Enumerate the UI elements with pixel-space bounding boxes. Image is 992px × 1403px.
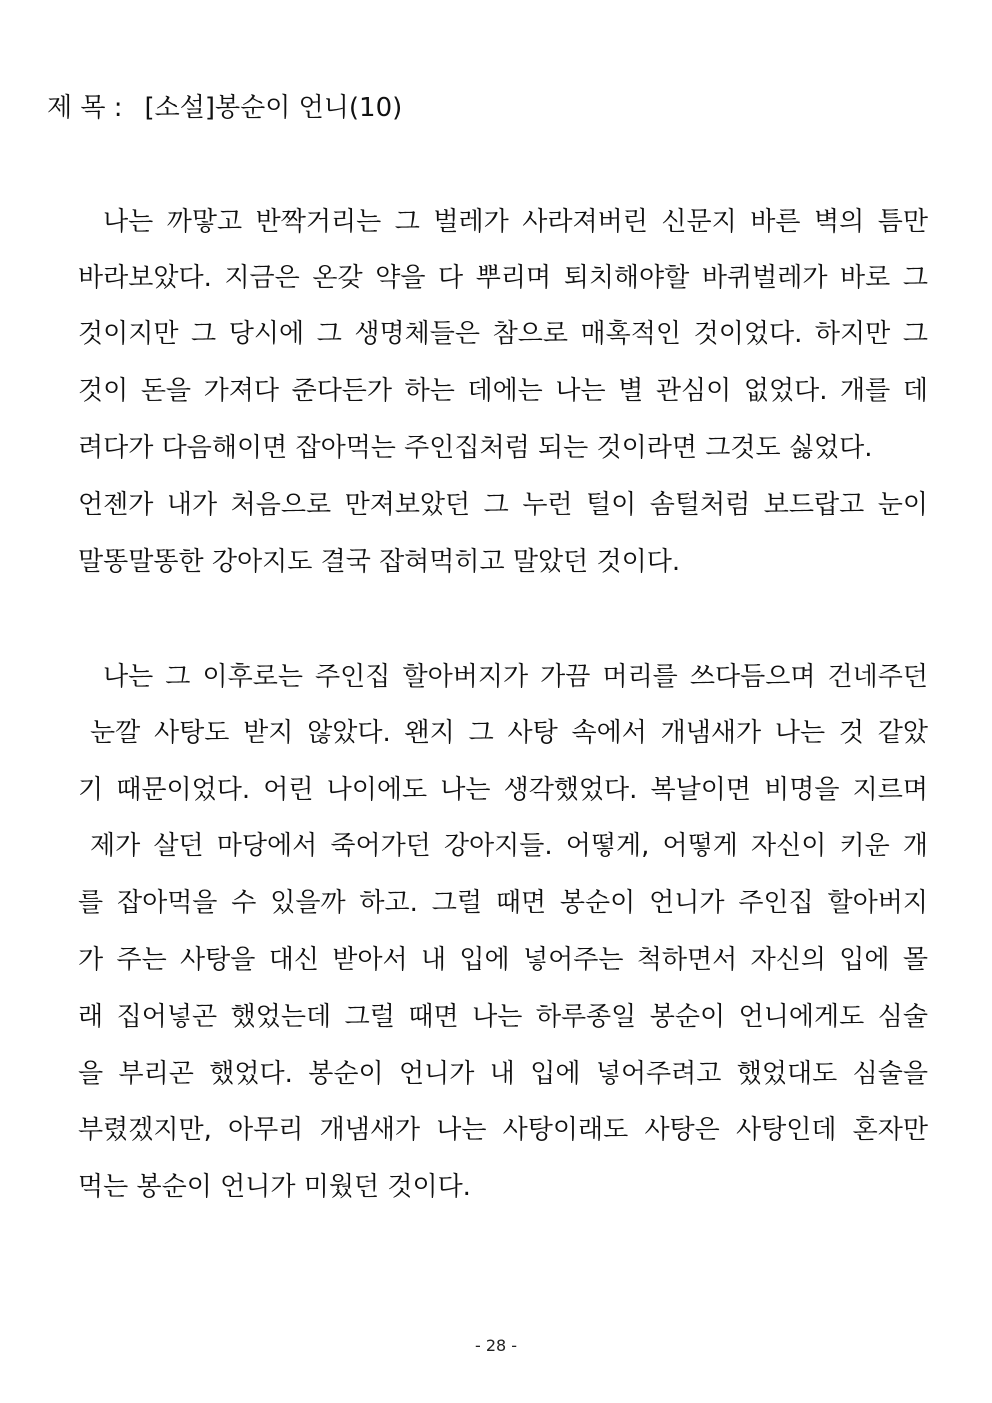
document-title [47,88,402,128]
paragraph-2-line-1: 나는 그 이후로는 주인집 할아버지가 가끔 머리를 쓰다듬으며 건네주던 [103,662,928,692]
paragraph-2-line-5: 를 잡아먹을 수 있을까 하고. 그럴 때면 봉순이 언니가 주인집 할아버지 [78,888,928,918]
paragraph-2-line-8: 을 부리곤 했었다. 봉순이 언니가 내 입에 넣어주려고 했었대도 심술을 [78,1059,928,1089]
paragraph-1-line-4: 것이 돈을 가져다 준다든가 하는 데에는 나는 별 관심이 없었다. 개를 데 [78,376,928,406]
title-label: 제 목 : [47,93,123,123]
title-text: [소설]봉순이 언니(10) [144,93,403,123]
paragraph-2-line-2: 눈깔 사탕도 받지 않았다. 왠지 그 사탕 속에서 개냄새가 나는 것 같았 [90,718,928,748]
paragraph-2-line-9: 부렸겠지만, 아무리 개냄새가 나는 사탕이래도 사탕은 사탕인데 혼자만 [78,1115,928,1145]
paragraph-1-line-7: 말똥말똥한 강아지도 결국 잡혀먹히고 말았던 것이다. [78,547,681,577]
paragraph-1-line-3: 것이지만 그 당시에 그 생명체들은 참으로 매혹적인 것이었다. 하지만 그 [78,319,928,349]
paragraph-2-line-7: 래 집어넣곤 했었는데 그럴 때면 나는 하루종일 봉순이 언니에게도 심술 [78,1002,928,1032]
paragraph-2-line-10: 먹는 봉순이 언니가 미웠던 것이다. [78,1172,471,1202]
paragraph-1-line-6: 언젠가 내가 처음으로 만져보았던 그 누런 털이 솜털처럼 보드랍고 눈이 [78,490,928,520]
paragraph-1-line-1: 나는 까맣고 반짝거리는 그 벌레가 사라져버린 신문지 바른 벽의 틈만 [103,207,928,237]
paragraph-2-line-4: 제가 살던 마당에서 죽어가던 강아지들. 어떻게, 어떻게 자신이 키운 개 [90,831,928,861]
page-number: - 28 - [474,1336,518,1355]
paragraph-1-line-5: 려다가 다음해이면 잡아먹는 주인집처럼 되는 것이라면 그것도 싫었다. [78,433,873,463]
paragraph-2-line-3: 기 때문이었다. 어린 나이에도 나는 생각했었다. 복날이면 비명을 지르며 [78,775,928,805]
paragraph-1-line-2: 바라보았다. 지금은 온갖 약을 다 뿌리며 퇴치해야할 바퀴벌레가 바로 그 [78,263,928,293]
paragraph-2-line-6: 가 주는 사탕을 대신 받아서 내 입에 넣어주는 척하면서 자신의 입에 몰 [78,945,928,975]
